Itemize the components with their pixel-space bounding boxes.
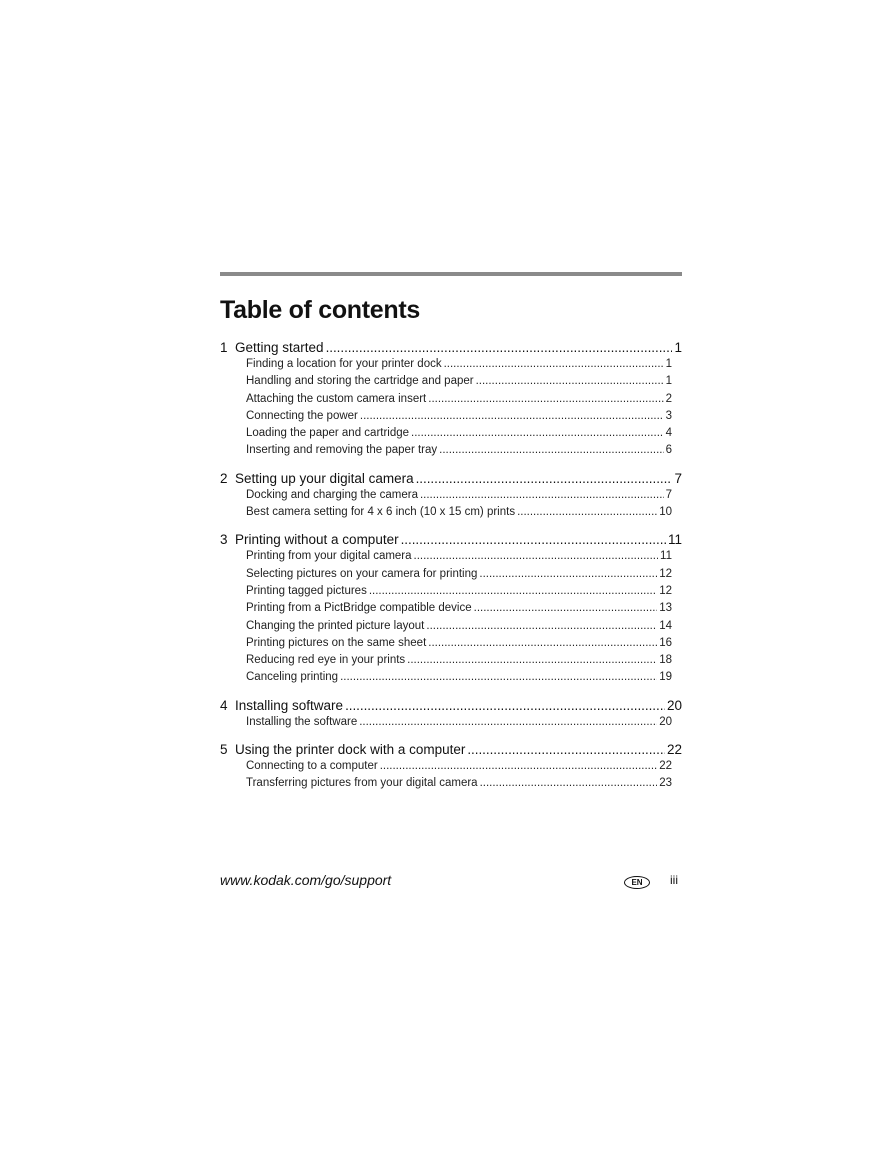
section-title: Attaching the custom camera insert [246, 392, 427, 405]
dot-leader [414, 548, 659, 565]
dot-leader [480, 775, 658, 792]
section-title: Printing from a PictBridge compatible device [246, 602, 472, 615]
chapter-page: 20 [666, 697, 682, 713]
section-title: Docking and charging the camera [246, 488, 418, 501]
dot-leader [479, 566, 657, 583]
section-entry[interactable] [220, 408, 682, 425]
section-title: Printing pictures on the same sheet [246, 636, 427, 649]
section-title: Reducing red eye in your prints [246, 654, 406, 667]
chapter-title: Setting up your digital camera [235, 470, 414, 486]
chapter-page: 11 [667, 532, 682, 548]
section-page: 10 [659, 506, 672, 519]
chapter-page: 7 [674, 470, 682, 486]
section-page: 16 [659, 636, 672, 649]
support-url-link[interactable]: www.kodak.com/go/support [220, 872, 392, 888]
section-entry[interactable] [220, 583, 682, 600]
section-entry[interactable] [220, 487, 682, 504]
section-title: Canceling printing [246, 671, 339, 684]
dot-leader [380, 758, 658, 775]
section-page: 12 [659, 584, 672, 597]
section-entry[interactable] [220, 504, 682, 521]
chapter-title: Using the printer dock with a computer [235, 742, 466, 758]
footer [220, 872, 678, 892]
chapter-page: 22 [666, 742, 682, 758]
section-title: Connecting to a computer [246, 760, 378, 773]
section-entry[interactable] [220, 391, 682, 408]
section-page: 2 [665, 392, 672, 405]
section-entry[interactable] [220, 373, 682, 390]
section-entry[interactable] [220, 635, 682, 652]
section-page: 23 [659, 777, 672, 790]
section-entry[interactable] [220, 618, 682, 635]
section-page: 7 [665, 488, 672, 501]
section-page: 18 [659, 654, 672, 667]
section-entry[interactable] [220, 356, 682, 373]
chapter-title: Printing without a computer [235, 532, 399, 548]
section-title: Printing from your digital camera [246, 550, 412, 563]
dot-leader [426, 618, 657, 635]
section-page: 11 [660, 550, 672, 563]
dot-leader [359, 714, 657, 731]
dot-leader [416, 470, 673, 487]
chapter-page: 1 [674, 340, 682, 355]
section-page: 13 [659, 602, 672, 615]
toc-chapter [220, 339, 682, 460]
dot-leader [476, 373, 664, 390]
section-title: Connecting the power [246, 409, 358, 422]
dot-leader [345, 697, 665, 714]
dot-leader [420, 487, 664, 504]
section-title: Changing the printed picture layout [246, 619, 425, 632]
chapter-number: 3 [220, 532, 228, 548]
dot-leader [326, 339, 673, 356]
section-entry[interactable] [220, 566, 682, 583]
language-badge: EN [624, 876, 650, 889]
section-page: 22 [659, 760, 672, 773]
section-title: Inserting and removing the paper tray [246, 444, 438, 457]
section-entry[interactable] [220, 652, 682, 669]
toc-chapter [220, 470, 682, 522]
dot-leader [407, 652, 657, 669]
section-page: 1 [665, 358, 672, 370]
section-entry[interactable] [220, 775, 682, 792]
section-title: Handling and storing the cartridge and paper [246, 375, 474, 388]
section-page: 14 [659, 619, 672, 632]
page-title: Table of contents [220, 296, 421, 324]
top-rule [220, 272, 682, 276]
dot-leader [340, 669, 657, 686]
section-entry[interactable] [220, 758, 682, 775]
toc-list [220, 339, 682, 793]
toc-chapter [220, 741, 682, 793]
dot-leader [428, 635, 657, 652]
section-entry[interactable] [220, 425, 682, 442]
section-title: Loading the paper and cartridge [246, 427, 410, 440]
section-entry[interactable] [220, 600, 682, 617]
toc-chapter [220, 531, 682, 686]
chapter-number: 1 [220, 340, 228, 355]
section-page: 4 [665, 427, 672, 440]
section-title: Transferring pictures from your digital camera [246, 777, 478, 790]
section-title: Selecting pictures on your camera for printing [246, 567, 478, 580]
section-title: Installing the software [246, 715, 358, 728]
dot-leader [439, 442, 663, 459]
chapter-entry[interactable] [220, 741, 682, 758]
section-entry[interactable] [220, 714, 682, 731]
chapter-number: 5 [220, 742, 228, 758]
chapter-entry[interactable] [220, 531, 682, 548]
section-page: 19 [659, 671, 672, 684]
dot-leader [444, 356, 664, 373]
dot-leader [474, 600, 658, 617]
chapter-title: Installing software [235, 697, 344, 713]
toc-page [220, 272, 682, 803]
page-number: iii [670, 873, 678, 887]
dot-leader [369, 583, 657, 600]
dot-leader [360, 408, 664, 425]
dot-leader [411, 425, 664, 442]
dot-leader [517, 504, 657, 521]
section-page: 6 [665, 444, 672, 457]
section-page: 3 [665, 409, 672, 422]
dot-leader [467, 741, 665, 758]
dot-leader [401, 531, 666, 548]
section-entry[interactable] [220, 548, 682, 565]
chapter-number: 2 [220, 470, 228, 486]
section-page: 20 [659, 715, 672, 728]
section-page: 12 [659, 567, 672, 580]
chapter-entry[interactable] [220, 470, 682, 487]
toc-chapter [220, 697, 682, 731]
dot-leader [428, 391, 663, 408]
section-entry[interactable] [220, 442, 682, 459]
section-title: Printing tagged pictures [246, 584, 367, 597]
chapter-title: Getting started [235, 340, 324, 355]
chapter-entry[interactable] [220, 697, 682, 714]
chapter-entry[interactable] [220, 339, 682, 356]
section-title: Finding a location for your printer dock [246, 358, 442, 370]
section-entry[interactable] [220, 669, 682, 686]
section-page: 1 [665, 375, 672, 388]
section-title: Best camera setting for 4 x 6 inch (10 x 15 cm) prints [246, 506, 516, 519]
chapter-number: 4 [220, 697, 228, 713]
